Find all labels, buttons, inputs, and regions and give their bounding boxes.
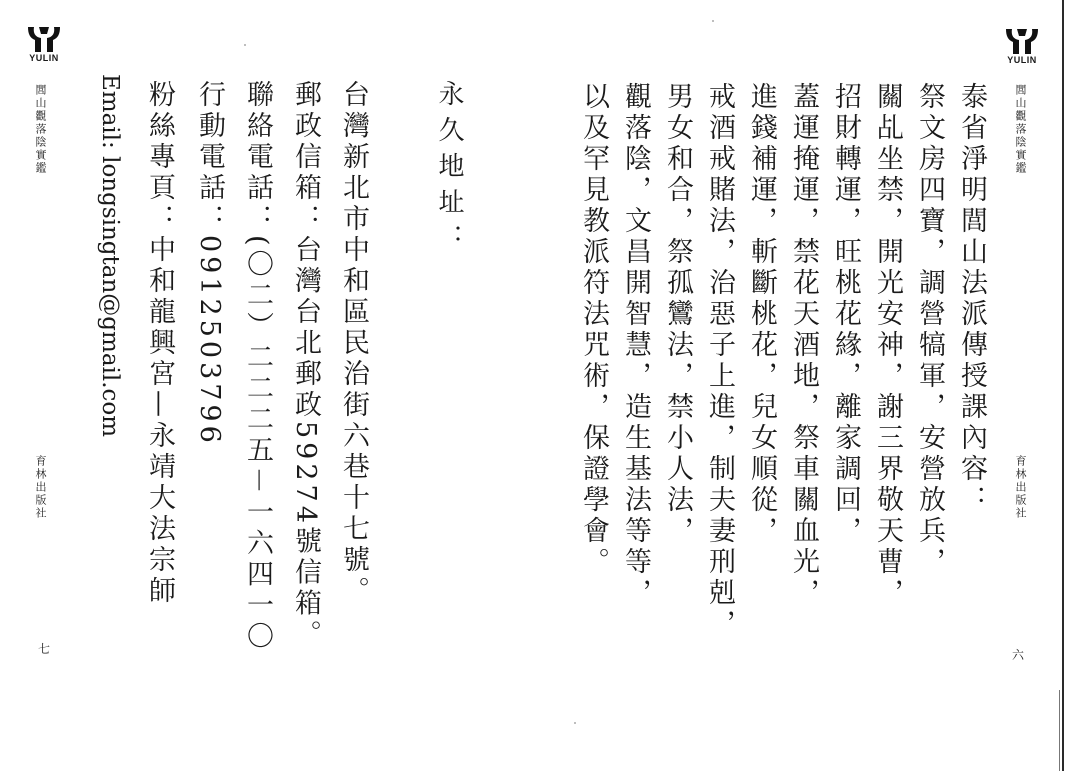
publisher-name-right: 育林出版社 <box>1014 455 1027 520</box>
logo-text-right: YULIN <box>1007 55 1037 65</box>
scan-speck <box>712 20 714 22</box>
scan-edge-line <box>1062 0 1064 771</box>
book-title: 閭山觀落陰實鑑 <box>34 84 47 175</box>
postbox-line: 郵政信箱：台灣台北郵政59274號信箱。 <box>290 80 321 651</box>
scan-edge-line-inner <box>1059 690 1060 771</box>
page-number-right: 六 <box>1012 648 1025 662</box>
address-heading: 永久地址： <box>434 80 464 260</box>
logo-text: YULIN <box>29 53 59 63</box>
scan-speck <box>574 722 576 724</box>
publisher-name: 育林出版社 <box>34 455 47 520</box>
mobile-line: 行動電話：0912503796 <box>194 80 225 447</box>
page-number: 七 <box>38 642 51 656</box>
scan-speck <box>244 44 246 46</box>
publisher-logo-right <box>996 26 1048 65</box>
email-line: Email: longsingtan@gmail.com <box>97 74 123 438</box>
phone-line: 聯絡電話：(〇二）二二二五－一六四一〇 <box>242 80 273 653</box>
course-line: 祭文房四寶，調營犒軍，安營放兵， <box>914 82 945 578</box>
right-page <box>534 0 1068 771</box>
book-title-right: 閭山觀落陰實鑑 <box>1014 84 1027 175</box>
course-line: 男女和合，祭孤鸞法，禁小人法， <box>662 82 693 547</box>
fanpage-line: 粉絲專頁：中和龍興宮—永靖大法宗師 <box>144 80 175 607</box>
address-line: 台灣新北市中和區民治街六巷十七號。 <box>338 80 369 607</box>
course-line: 戒酒戒賭法，治惡子上進，制夫妻刑剋， <box>704 82 735 640</box>
course-line: 招財轉運，旺桃花緣，離家調回， <box>830 82 861 547</box>
yulin-logo-icon <box>25 24 63 54</box>
course-line: 觀落陰，文昌開智慧，造生基法等等， <box>620 82 651 609</box>
course-line: 進錢補運，斬斷桃花，兒女順從， <box>746 82 777 547</box>
course-line: 以及罕見教派符法咒術，保證學會。 <box>578 82 609 578</box>
course-heading: 泰省淨明閭山法派傳授課內容： <box>956 82 987 516</box>
publisher-logo <box>18 24 70 63</box>
course-line: 蓋運掩運，禁花天酒地，祭車關血光， <box>788 82 819 609</box>
course-line: 關乩坐禁，開光安神，謝三界敬天曹， <box>872 82 903 609</box>
yulin-logo-icon <box>1003 26 1041 56</box>
